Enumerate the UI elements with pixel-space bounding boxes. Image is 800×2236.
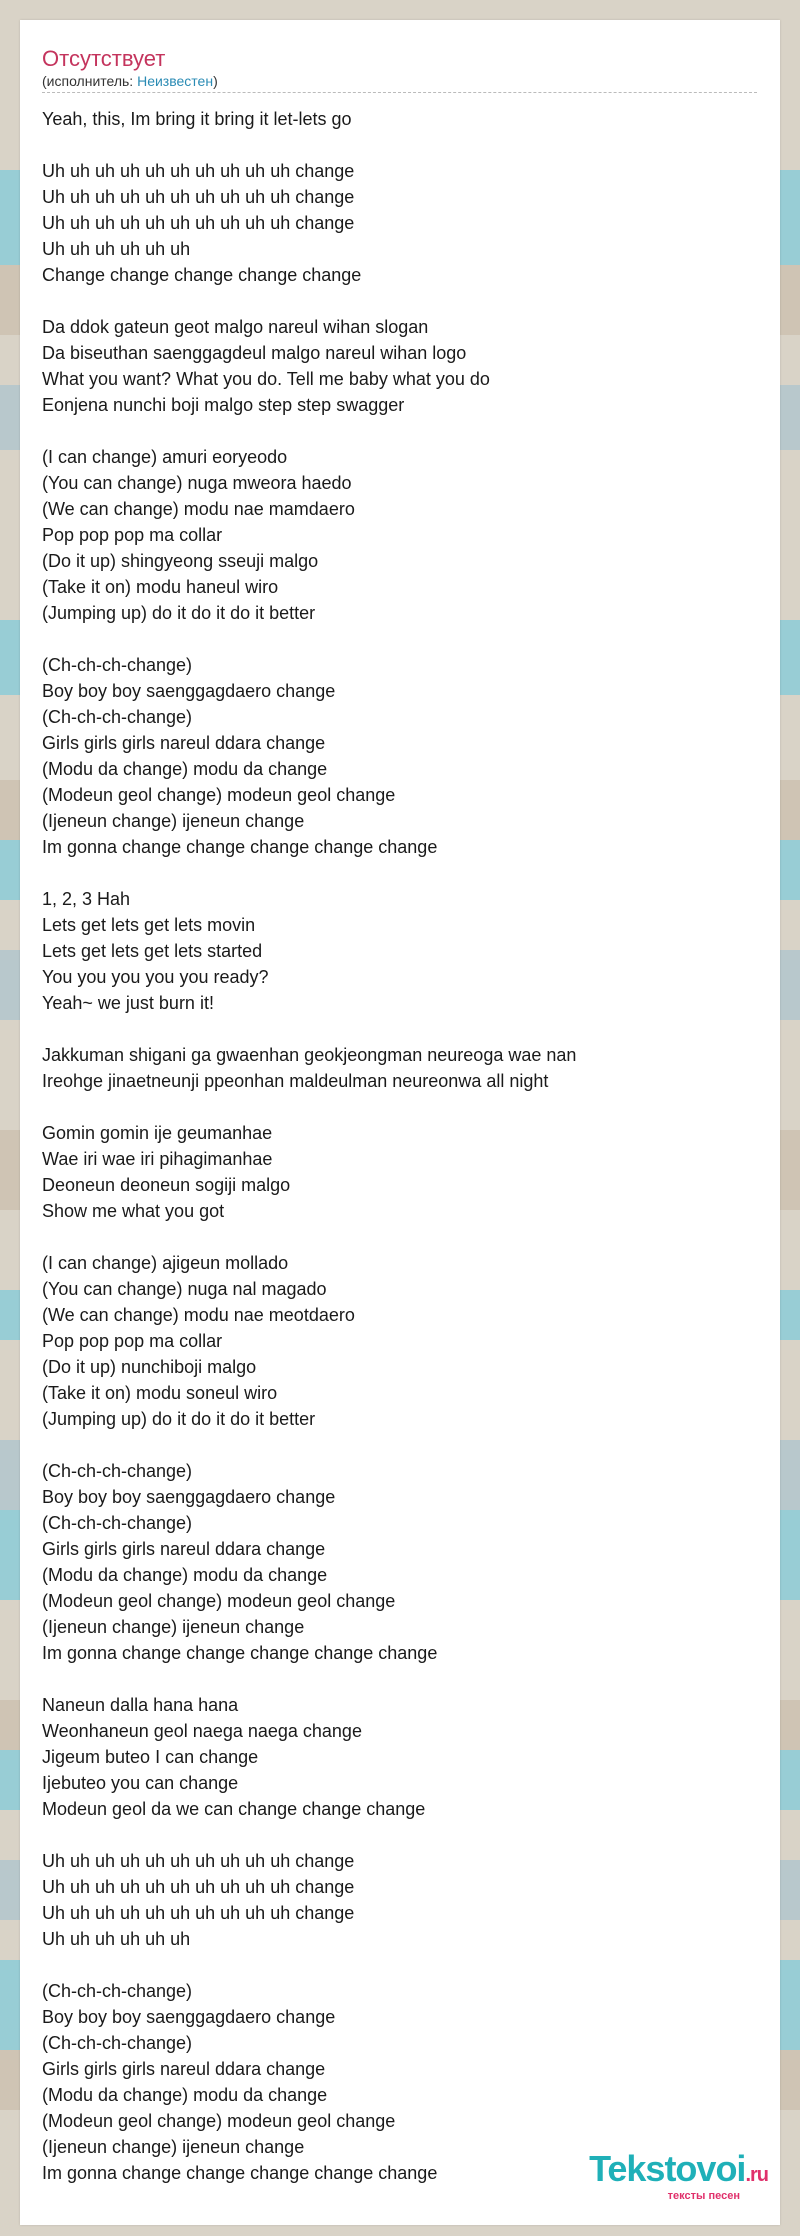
lyric-line: (Ijeneun change) ijeneun change bbox=[42, 1617, 305, 1637]
lyric-line: Lets get lets get lets started bbox=[42, 941, 263, 961]
lyric-line: Uh uh uh uh uh uh uh uh uh uh change bbox=[42, 187, 355, 207]
lyric-line: (We can change) modu nae meotdaero bbox=[42, 1305, 355, 1325]
lyric-line: 1, 2, 3 Hah bbox=[42, 889, 131, 909]
lyric-line: Ijebuteo you can change bbox=[42, 1773, 239, 1793]
lyric-line: (Ch-ch-ch-change) bbox=[42, 707, 193, 727]
lyric-line: Im gonna change change change change change bbox=[42, 837, 438, 857]
lyric-line: (Do it up) shingyeong sseuji malgo bbox=[42, 551, 319, 571]
song-title: Отсутствует bbox=[42, 46, 166, 71]
lyrics-text bbox=[42, 106, 757, 2186]
artist-suffix: ) bbox=[213, 73, 218, 89]
lyric-line: (Ijeneun change) ijeneun change bbox=[42, 2137, 305, 2157]
lyric-line: Yeah~ we just burn it! bbox=[42, 993, 214, 1013]
lyric-line bbox=[42, 418, 757, 444]
lyric-line: (Modeun geol change) modeun geol change bbox=[42, 2111, 396, 2131]
logo-wordmark: Tekstovoi bbox=[589, 2148, 746, 2189]
lyric-line: Uh uh uh uh uh uh bbox=[42, 239, 191, 259]
lyric-line: Im gonna change change change change change bbox=[42, 1643, 438, 1663]
lyric-line: Deoneun deoneun sogiji malgo bbox=[42, 1175, 291, 1195]
lyric-line bbox=[42, 1952, 757, 1978]
lyric-line: Modeun geol da we can change change change bbox=[42, 1799, 426, 1819]
lyric-line: (Ch-ch-ch-change) bbox=[42, 1981, 193, 2001]
lyric-line: (Jumping up) do it do it do it better bbox=[42, 603, 316, 623]
lyric-line: (We can change) modu nae mamdaero bbox=[42, 499, 355, 519]
lyric-line: (Ch-ch-ch-change) bbox=[42, 1513, 193, 1533]
lyric-line: Lets get lets get lets movin bbox=[42, 915, 256, 935]
lyric-line: (Modeun geol change) modeun geol change bbox=[42, 785, 396, 805]
lyric-line: (I can change) amuri eoryeodo bbox=[42, 447, 288, 467]
logo-tagline: тексты песен bbox=[667, 2190, 740, 2202]
lyric-line bbox=[42, 1666, 757, 1692]
lyric-line: (Ch-ch-ch-change) bbox=[42, 2033, 193, 2053]
lyric-line bbox=[42, 1224, 757, 1250]
lyric-line: What you want? What you do. Tell me baby what you do bbox=[42, 369, 490, 389]
lyric-line: (Modu da change) modu da change bbox=[42, 2085, 328, 2105]
lyric-line: (Ch-ch-ch-change) bbox=[42, 1461, 193, 1481]
lyric-line: (I can change) ajigeun mollado bbox=[42, 1253, 289, 1273]
artist-line bbox=[42, 72, 757, 93]
lyric-line: Yeah, this, Im bring it bring it let-lets go bbox=[42, 109, 352, 129]
lyric-line bbox=[42, 626, 757, 652]
lyric-line: Pop pop pop ma collar bbox=[42, 525, 223, 545]
lyric-line: Uh uh uh uh uh uh uh uh uh uh change bbox=[42, 161, 355, 181]
lyric-line: (Ch-ch-ch-change) bbox=[42, 655, 193, 675]
lyric-line bbox=[42, 1016, 757, 1042]
lyric-line: Ireohge jinaetneunji ppeonhan maldeulman neureonwa all night bbox=[42, 1071, 549, 1091]
lyric-line bbox=[42, 860, 757, 886]
lyrics-card bbox=[20, 20, 780, 2225]
lyric-line: Boy boy boy saenggagdaero change bbox=[42, 1487, 336, 1507]
lyric-line: Uh uh uh uh uh uh bbox=[42, 1929, 191, 1949]
lyric-line: Change change change change change bbox=[42, 265, 362, 285]
lyric-line: (Modu da change) modu da change bbox=[42, 759, 328, 779]
lyric-line bbox=[42, 1432, 757, 1458]
lyric-line: Uh uh uh uh uh uh uh uh uh uh change bbox=[42, 1851, 355, 1871]
lyric-line: Boy boy boy saenggagdaero change bbox=[42, 2007, 336, 2027]
lyric-line bbox=[42, 288, 757, 314]
lyric-line: You you you you you ready? bbox=[42, 967, 269, 987]
lyric-line: (Modu da change) modu da change bbox=[42, 1565, 328, 1585]
lyric-line: Uh uh uh uh uh uh uh uh uh uh change bbox=[42, 213, 355, 233]
lyric-line: Boy boy boy saenggagdaero change bbox=[42, 681, 336, 701]
lyric-line: (You can change) nuga mweora haedo bbox=[42, 473, 352, 493]
lyric-line: Jigeum buteo I can change bbox=[42, 1747, 259, 1767]
lyric-line: Uh uh uh uh uh uh uh uh uh uh change bbox=[42, 1903, 355, 1923]
lyric-line bbox=[42, 1822, 757, 1848]
lyric-line: (Take it on) modu soneul wiro bbox=[42, 1383, 278, 1403]
lyric-line: Da ddok gateun geot malgo nareul wihan slogan bbox=[42, 317, 429, 337]
lyric-line: Jakkuman shigani ga gwaenhan geokjeongman neureoga wae nan bbox=[42, 1045, 577, 1065]
artist-link[interactable]: Неизвестен bbox=[137, 73, 214, 89]
lyric-line: Naneun dalla hana hana bbox=[42, 1695, 239, 1715]
lyric-line: Pop pop pop ma collar bbox=[42, 1331, 223, 1351]
site-logo[interactable] bbox=[589, 2150, 768, 2202]
artist-prefix: (исполнитель: bbox=[42, 73, 138, 89]
lyric-line: Weonhaneun geol naega naega change bbox=[42, 1721, 362, 1741]
lyric-line: (Modeun geol change) modeun geol change bbox=[42, 1591, 396, 1611]
lyric-line bbox=[42, 1094, 757, 1120]
lyric-line: Girls girls girls nareul ddara change bbox=[42, 2059, 326, 2079]
lyric-line: (Jumping up) do it do it do it better bbox=[42, 1409, 316, 1429]
lyric-line: Show me what you got bbox=[42, 1201, 225, 1221]
lyric-line: Im gonna change change change change change bbox=[42, 2163, 438, 2183]
lyric-line: Eonjena nunchi boji malgo step step swagger bbox=[42, 395, 405, 415]
lyric-line bbox=[42, 132, 757, 158]
lyric-line: Girls girls girls nareul ddara change bbox=[42, 1539, 326, 1559]
lyric-line: Wae iri wae iri pihagimanhae bbox=[42, 1149, 273, 1169]
lyric-line: (Do it up) nunchiboji malgo bbox=[42, 1357, 257, 1377]
lyric-line: (You can change) nuga nal magado bbox=[42, 1279, 327, 1299]
lyric-line: Uh uh uh uh uh uh uh uh uh uh change bbox=[42, 1877, 355, 1897]
lyric-line: Gomin gomin ije geumanhae bbox=[42, 1123, 273, 1143]
lyric-line: (Ijeneun change) ijeneun change bbox=[42, 811, 305, 831]
lyric-line: Girls girls girls nareul ddara change bbox=[42, 733, 326, 753]
lyric-line: (Take it on) modu haneul wiro bbox=[42, 577, 279, 597]
lyric-line: Da biseuthan saenggagdeul malgo nareul wihan logo bbox=[42, 343, 467, 363]
logo-tld: .ru bbox=[745, 2164, 768, 2186]
